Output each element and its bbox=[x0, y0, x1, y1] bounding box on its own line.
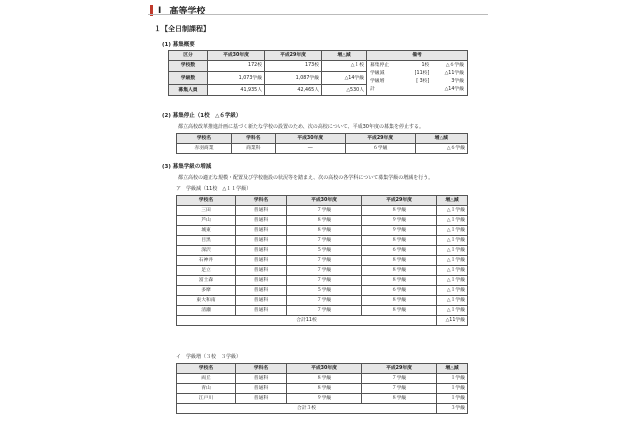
table-row bbox=[177, 384, 468, 394]
cell: △１学級 bbox=[437, 296, 468, 306]
cell: 普通科 bbox=[236, 384, 287, 394]
cell: △14学級 bbox=[322, 71, 367, 84]
remark-label: 計 bbox=[370, 87, 375, 92]
cell: 普通科 bbox=[236, 276, 287, 286]
cell: 深沢 bbox=[177, 246, 236, 256]
cell: 普通科 bbox=[236, 206, 287, 216]
col-header: 平成30年度 bbox=[275, 134, 345, 144]
cell: ５学級 bbox=[287, 246, 362, 256]
cell: 多摩 bbox=[177, 286, 236, 296]
s3b-title: イ 学級増（３校 ３学級） bbox=[176, 354, 242, 360]
cell: 1,087学級 bbox=[265, 71, 322, 84]
col-header: 平成30年度 bbox=[208, 51, 265, 61]
col-header: 学校名 bbox=[177, 134, 232, 144]
col-header: 増△減 bbox=[437, 196, 468, 206]
chapter-number: I bbox=[158, 5, 162, 16]
s1-title: (1) 募集概要 bbox=[162, 42, 195, 48]
table-row bbox=[177, 256, 468, 266]
table-row bbox=[177, 276, 468, 286]
cell: △６学級 bbox=[415, 144, 467, 154]
col-header: 平成29年度 bbox=[362, 196, 437, 206]
total-value: ３学級 bbox=[437, 404, 468, 414]
row-label: 募集人員 bbox=[169, 85, 208, 96]
cell: ７学級 bbox=[287, 306, 362, 316]
cell: ７学級 bbox=[287, 236, 362, 246]
cell: 足立 bbox=[177, 266, 236, 276]
cell: 富士森 bbox=[177, 276, 236, 286]
total-value: △11学級 bbox=[437, 316, 468, 326]
cell: 普通科 bbox=[236, 236, 287, 246]
remark-count bbox=[403, 86, 430, 94]
table-header-row bbox=[177, 196, 468, 206]
cell: △１学級 bbox=[437, 216, 468, 226]
s3-note: 都立高校の適正な規模・配置及び学校施設の状況等を踏まえ、次の高校の各学科について募集学級の増減を行う。 bbox=[178, 175, 434, 181]
col-header: 平成29年度 bbox=[265, 51, 322, 61]
cell: ７学級 bbox=[362, 374, 437, 384]
total-row bbox=[177, 404, 468, 414]
section-title: １【全日制課程】 bbox=[154, 25, 210, 33]
cell: １学級 bbox=[437, 394, 468, 404]
cell: 三田 bbox=[177, 206, 236, 216]
cell: ８学級 bbox=[362, 266, 437, 276]
col-header: 区分 bbox=[169, 51, 208, 61]
table-row bbox=[169, 61, 468, 72]
cell: ６学級 bbox=[362, 286, 437, 296]
s3a-title: ア 学級減（11校 △１１学級） bbox=[176, 186, 252, 192]
remark-count: 1校 bbox=[421, 63, 430, 68]
cell: △１学級 bbox=[437, 256, 468, 266]
cell: 普通科 bbox=[236, 374, 287, 384]
remark-value: △14学級 bbox=[444, 87, 464, 92]
table-row bbox=[177, 236, 468, 246]
s2-closure-table bbox=[176, 133, 468, 154]
table-row bbox=[177, 246, 468, 256]
cell: 41,935人 bbox=[208, 85, 265, 96]
chapter-title: 高等学校 bbox=[169, 7, 206, 17]
total-label: 合計11校 bbox=[177, 316, 437, 326]
col-header: 平成29年度 bbox=[345, 134, 415, 144]
cell: ８学級 bbox=[287, 226, 362, 236]
cell: △１学級 bbox=[437, 236, 468, 246]
s1-summary-table bbox=[168, 50, 468, 96]
cell: 芦山 bbox=[177, 216, 236, 226]
cell: ７学級 bbox=[287, 206, 362, 216]
cell: 石神井 bbox=[177, 256, 236, 266]
total-label: 合計３校 bbox=[177, 404, 437, 414]
table-row bbox=[177, 266, 468, 276]
col-header: 学校名 bbox=[177, 196, 236, 206]
cell: ７学級 bbox=[287, 276, 362, 286]
table-header-row bbox=[177, 134, 468, 144]
s3-title: (3) 募集学級の増減 bbox=[162, 164, 212, 170]
cell: １学級 bbox=[437, 384, 468, 394]
remark-count: [11校] bbox=[414, 71, 430, 76]
cell: ７学級 bbox=[287, 256, 362, 266]
cell: 普通科 bbox=[236, 394, 287, 404]
cell: ９学級 bbox=[362, 216, 437, 226]
table-row bbox=[177, 374, 468, 384]
cell: 普通科 bbox=[236, 256, 287, 266]
table-header-row bbox=[177, 364, 468, 374]
remarks-cell bbox=[367, 61, 468, 96]
remark-label: 募集停止 bbox=[370, 63, 390, 68]
cell: 普通科 bbox=[236, 286, 287, 296]
cell: 173校 bbox=[265, 61, 322, 72]
cell: 普通科 bbox=[236, 266, 287, 276]
cell: ８学級 bbox=[287, 384, 362, 394]
cell: △１校 bbox=[322, 61, 367, 72]
remarks-list bbox=[369, 62, 465, 94]
col-header: 備考 bbox=[367, 51, 468, 61]
cell: 172校 bbox=[208, 61, 265, 72]
total-row bbox=[177, 316, 468, 326]
col-header: 増△減 bbox=[415, 134, 467, 144]
table-row bbox=[177, 394, 468, 404]
cell: 42,465人 bbox=[265, 85, 322, 96]
table-row bbox=[177, 306, 468, 316]
col-header: 増△減 bbox=[437, 364, 468, 374]
cell: △１学級 bbox=[437, 286, 468, 296]
cell: △１学級 bbox=[437, 206, 468, 216]
heading-divider bbox=[148, 14, 488, 15]
cell: 目黒 bbox=[177, 236, 236, 246]
cell: 東大和南 bbox=[177, 296, 236, 306]
cell: ５学級 bbox=[287, 286, 362, 296]
table-row bbox=[177, 216, 468, 226]
cell: ８学級 bbox=[287, 216, 362, 226]
cell: ８学級 bbox=[362, 296, 437, 306]
cell: ８学級 bbox=[362, 236, 437, 246]
cell: 城東 bbox=[177, 226, 236, 236]
cell: １学級 bbox=[437, 374, 468, 384]
cell: ８学級 bbox=[287, 374, 362, 384]
cell: ７学級 bbox=[287, 296, 362, 306]
cell: 江戸川 bbox=[177, 394, 236, 404]
remark-value: △６学級 bbox=[445, 63, 464, 68]
cell: ８学級 bbox=[362, 394, 437, 404]
cell: △１学級 bbox=[437, 226, 468, 236]
table-row bbox=[177, 226, 468, 236]
cell: 普通科 bbox=[236, 246, 287, 256]
col-header: 学科名 bbox=[236, 196, 287, 206]
cell: ７学級 bbox=[362, 384, 437, 394]
col-header: 平成30年度 bbox=[287, 196, 362, 206]
cell: ― bbox=[275, 144, 345, 154]
cell: 青山 bbox=[177, 384, 236, 394]
table-row bbox=[177, 144, 468, 154]
cell: ６学級 bbox=[345, 144, 415, 154]
cell: ９学級 bbox=[287, 394, 362, 404]
s3b-increase-table bbox=[176, 363, 468, 414]
table-row bbox=[177, 296, 468, 306]
cell: 赤羽商業 bbox=[177, 144, 232, 154]
cell: ６学級 bbox=[362, 246, 437, 256]
remark-value: △11学級 bbox=[444, 71, 464, 76]
cell: 普通科 bbox=[236, 216, 287, 226]
remark-count: [ 3校] bbox=[416, 79, 430, 84]
cell: 普通科 bbox=[236, 226, 287, 236]
col-header: 平成29年度 bbox=[362, 364, 437, 374]
cell: ８学級 bbox=[362, 206, 437, 216]
s3a-reduction-table bbox=[176, 195, 468, 326]
table-row bbox=[177, 286, 468, 296]
col-header: 学科名 bbox=[231, 134, 275, 144]
cell: △１学級 bbox=[437, 306, 468, 316]
cell: ９学級 bbox=[362, 226, 437, 236]
cell: 清瀬 bbox=[177, 306, 236, 316]
row-label: 学級数 bbox=[169, 71, 208, 84]
cell: 両丘 bbox=[177, 374, 236, 384]
table-row bbox=[177, 206, 468, 216]
col-header: 学科名 bbox=[236, 364, 287, 374]
chapter-heading bbox=[150, 4, 205, 17]
s2-title: (2) 募集停止（1校 △６学級） bbox=[162, 113, 242, 119]
cell: 1,073学級 bbox=[208, 71, 265, 84]
cell: △１学級 bbox=[437, 246, 468, 256]
remark-value: 3学級 bbox=[451, 79, 464, 84]
remark-label: 学級増 bbox=[370, 79, 385, 84]
cell: △530人 bbox=[322, 85, 367, 96]
cell: △１学級 bbox=[437, 276, 468, 286]
col-header: 増△減 bbox=[322, 51, 367, 61]
cell: 普通科 bbox=[236, 296, 287, 306]
remark-label: 学級減 bbox=[370, 71, 385, 76]
row-label: 学校数 bbox=[169, 61, 208, 72]
document-page bbox=[148, 0, 488, 426]
cell: ８学級 bbox=[362, 276, 437, 286]
cell: ７学級 bbox=[287, 266, 362, 276]
cell: 商業科 bbox=[231, 144, 275, 154]
cell: △１学級 bbox=[437, 266, 468, 276]
col-header: 平成30年度 bbox=[287, 364, 362, 374]
s2-note: 都立高校改革推進計画に基づく新たな学校の設置のため、次の高校について、平成30年度の募集を停止する。 bbox=[178, 124, 424, 130]
col-header: 学校名 bbox=[177, 364, 236, 374]
cell: ８学級 bbox=[362, 256, 437, 266]
cell: ８学級 bbox=[362, 306, 437, 316]
table-header-row bbox=[169, 51, 468, 61]
cell: 普通科 bbox=[236, 306, 287, 316]
